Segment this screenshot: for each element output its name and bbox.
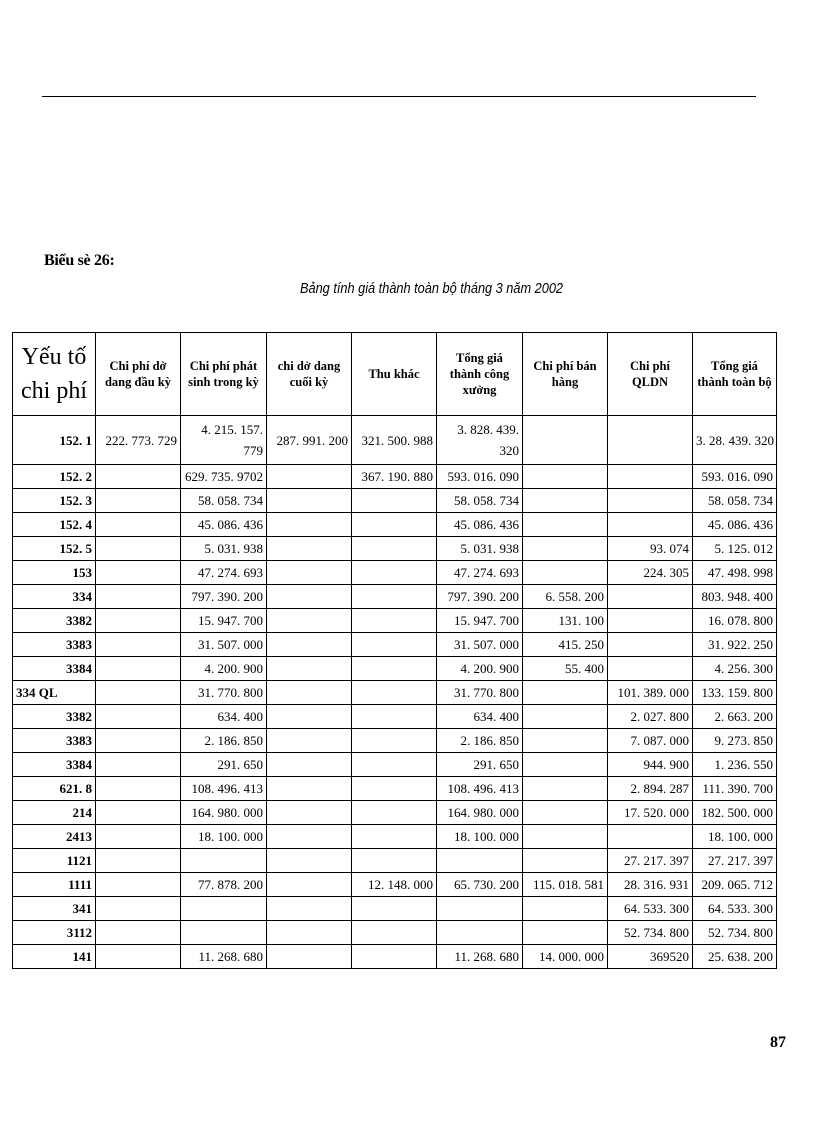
value-cell: 55. 400 xyxy=(523,657,608,681)
value-cell: 18. 100. 000 xyxy=(693,825,777,849)
page-number: 87 xyxy=(770,1034,786,1051)
cost-code-cell: 3384 xyxy=(13,753,96,777)
value-cell xyxy=(96,489,181,513)
value-cell: 108. 496. 413 xyxy=(181,777,267,801)
value-cell: 5. 031. 938 xyxy=(181,537,267,561)
value-cell xyxy=(96,945,181,969)
value-cell: 369520 xyxy=(608,945,693,969)
value-cell xyxy=(181,849,267,873)
value-cell xyxy=(96,849,181,873)
value-cell: 415. 250 xyxy=(523,633,608,657)
table-row xyxy=(13,849,777,873)
value-cell xyxy=(267,657,352,681)
value-cell xyxy=(267,849,352,873)
value-cell: 115. 018. 581 xyxy=(523,873,608,897)
value-cell xyxy=(267,633,352,657)
cost-code-cell: 3384 xyxy=(13,657,96,681)
value-cell xyxy=(352,561,437,585)
value-cell xyxy=(96,633,181,657)
cost-code-cell: 141 xyxy=(13,945,96,969)
value-cell: 797. 390. 200 xyxy=(181,585,267,609)
value-cell xyxy=(96,873,181,897)
value-cell xyxy=(437,849,523,873)
table-row xyxy=(13,633,777,657)
table-row xyxy=(13,897,777,921)
cost-code-cell: 1121 xyxy=(13,849,96,873)
value-cell: 58. 058. 734 xyxy=(437,489,523,513)
cost-code-cell: 152. 1 xyxy=(13,416,96,465)
table-row xyxy=(13,777,777,801)
value-cell xyxy=(352,729,437,753)
value-cell xyxy=(523,489,608,513)
value-cell xyxy=(181,897,267,921)
value-cell xyxy=(267,729,352,753)
value-cell: 634. 400 xyxy=(437,705,523,729)
value-cell: 4. 215. 157. 779 xyxy=(181,416,267,465)
cost-table xyxy=(12,332,777,969)
value-cell xyxy=(608,585,693,609)
value-cell: 2. 186. 850 xyxy=(181,729,267,753)
value-cell xyxy=(96,729,181,753)
value-cell: 45. 086. 436 xyxy=(437,513,523,537)
value-cell: 45. 086. 436 xyxy=(693,513,777,537)
value-cell xyxy=(523,537,608,561)
value-cell xyxy=(267,681,352,705)
value-cell: 31. 507. 000 xyxy=(181,633,267,657)
value-cell: 52. 734. 800 xyxy=(693,921,777,945)
value-cell xyxy=(523,416,608,465)
table-row xyxy=(13,801,777,825)
value-cell xyxy=(523,849,608,873)
value-cell xyxy=(352,921,437,945)
value-cell xyxy=(267,609,352,633)
value-cell: 18. 100. 000 xyxy=(181,825,267,849)
value-cell xyxy=(267,945,352,969)
value-cell: 9. 273. 850 xyxy=(693,729,777,753)
value-cell xyxy=(267,825,352,849)
table-row xyxy=(13,489,777,513)
value-cell xyxy=(352,897,437,921)
value-cell xyxy=(523,729,608,753)
value-cell xyxy=(352,609,437,633)
value-cell xyxy=(181,921,267,945)
value-cell: 291. 650 xyxy=(181,753,267,777)
value-cell xyxy=(267,897,352,921)
value-cell: 65. 730. 200 xyxy=(437,873,523,897)
value-cell: 15. 947. 700 xyxy=(437,609,523,633)
value-cell xyxy=(523,705,608,729)
value-cell: 16. 078. 800 xyxy=(693,609,777,633)
value-cell xyxy=(96,705,181,729)
value-cell xyxy=(523,897,608,921)
value-cell: 2. 186. 850 xyxy=(437,729,523,753)
value-cell: 287. 991. 200 xyxy=(267,416,352,465)
value-cell: 31. 922. 250 xyxy=(693,633,777,657)
value-cell xyxy=(523,513,608,537)
top-rule xyxy=(42,96,756,97)
table-row xyxy=(13,416,777,465)
value-cell xyxy=(96,681,181,705)
value-cell xyxy=(267,777,352,801)
value-cell: 3. 28. 439. 320 xyxy=(693,416,777,465)
value-cell xyxy=(267,705,352,729)
value-cell: 797. 390. 200 xyxy=(437,585,523,609)
value-cell: 15. 947. 700 xyxy=(181,609,267,633)
value-cell: 944. 900 xyxy=(608,753,693,777)
table-row xyxy=(13,681,777,705)
cost-code-cell: 621. 8 xyxy=(13,777,96,801)
value-cell xyxy=(352,849,437,873)
value-cell: 164. 980. 000 xyxy=(181,801,267,825)
table-row xyxy=(13,825,777,849)
header-cell: Yếu tố chi phí xyxy=(13,333,96,416)
value-cell xyxy=(523,921,608,945)
value-cell xyxy=(96,897,181,921)
table-row xyxy=(13,873,777,897)
value-cell xyxy=(96,921,181,945)
table-row xyxy=(13,945,777,969)
value-cell: 64. 533. 300 xyxy=(693,897,777,921)
value-cell xyxy=(96,513,181,537)
value-cell xyxy=(352,753,437,777)
value-cell: 629. 735. 9702 xyxy=(181,465,267,489)
value-cell: 4. 200. 900 xyxy=(437,657,523,681)
value-cell: 133. 159. 800 xyxy=(693,681,777,705)
value-cell: 14. 000. 000 xyxy=(523,945,608,969)
value-cell xyxy=(608,465,693,489)
value-cell xyxy=(96,753,181,777)
value-cell: 45. 086. 436 xyxy=(181,513,267,537)
value-cell xyxy=(267,801,352,825)
value-cell xyxy=(96,537,181,561)
value-cell xyxy=(96,585,181,609)
value-cell: 58. 058. 734 xyxy=(181,489,267,513)
value-cell xyxy=(437,897,523,921)
table-row xyxy=(13,465,777,489)
value-cell: 224. 305 xyxy=(608,561,693,585)
value-cell xyxy=(352,513,437,537)
table-body xyxy=(13,416,777,969)
value-cell: 93. 074 xyxy=(608,537,693,561)
value-cell xyxy=(352,489,437,513)
cost-code-cell: 3382 xyxy=(13,609,96,633)
cost-code-cell: 153 xyxy=(13,561,96,585)
value-cell xyxy=(352,801,437,825)
value-cell xyxy=(523,681,608,705)
value-cell xyxy=(267,561,352,585)
value-cell: 27. 217. 397 xyxy=(693,849,777,873)
cost-code-cell: 152. 4 xyxy=(13,513,96,537)
cost-code-cell: 334 QL xyxy=(13,681,96,705)
value-cell: 52. 734. 800 xyxy=(608,921,693,945)
value-cell xyxy=(96,561,181,585)
value-cell: 111. 390. 700 xyxy=(693,777,777,801)
cost-code-cell: 334 xyxy=(13,585,96,609)
value-cell xyxy=(96,825,181,849)
table-row xyxy=(13,561,777,585)
document-title: Bảng tính giá thành toàn bộ tháng 3 năm 2002 xyxy=(300,280,564,297)
cost-code-cell: 1111 xyxy=(13,873,96,897)
value-cell xyxy=(267,465,352,489)
table-row xyxy=(13,921,777,945)
table-row xyxy=(13,609,777,633)
value-cell: 101. 389. 000 xyxy=(608,681,693,705)
value-cell xyxy=(267,921,352,945)
table-row xyxy=(13,585,777,609)
value-cell xyxy=(608,609,693,633)
table-row xyxy=(13,537,777,561)
value-cell xyxy=(96,777,181,801)
value-cell: 17. 520. 000 xyxy=(608,801,693,825)
value-cell: 209. 065. 712 xyxy=(693,873,777,897)
value-cell xyxy=(352,945,437,969)
value-cell xyxy=(267,489,352,513)
table-row xyxy=(13,513,777,537)
value-cell: 593. 016. 090 xyxy=(437,465,523,489)
value-cell xyxy=(267,873,352,897)
value-cell xyxy=(352,705,437,729)
value-cell: 47. 498. 998 xyxy=(693,561,777,585)
value-cell: 5. 031. 938 xyxy=(437,537,523,561)
value-cell: 11. 268. 680 xyxy=(181,945,267,969)
value-cell xyxy=(523,825,608,849)
value-cell: 31. 507. 000 xyxy=(437,633,523,657)
value-cell: 634. 400 xyxy=(181,705,267,729)
value-cell: 4. 200. 900 xyxy=(181,657,267,681)
value-cell: 2. 027. 800 xyxy=(608,705,693,729)
value-cell: 28. 316. 931 xyxy=(608,873,693,897)
value-cell xyxy=(608,657,693,681)
value-cell: 291. 650 xyxy=(437,753,523,777)
value-cell xyxy=(352,537,437,561)
value-cell: 593. 016. 090 xyxy=(693,465,777,489)
value-cell: 222. 773. 729 xyxy=(96,416,181,465)
value-cell: 31. 770. 800 xyxy=(181,681,267,705)
value-cell: 25. 638. 200 xyxy=(693,945,777,969)
value-cell xyxy=(96,801,181,825)
header-cell: Chi phí bán hàng xyxy=(523,333,608,416)
cost-code-cell: 2413 xyxy=(13,825,96,849)
value-cell: 803. 948. 400 xyxy=(693,585,777,609)
header-cell: Chi phí phát sinh trong kỳ xyxy=(181,333,267,416)
table-row xyxy=(13,729,777,753)
value-cell xyxy=(523,777,608,801)
value-cell xyxy=(608,513,693,537)
value-cell: 47. 274. 693 xyxy=(437,561,523,585)
table-row xyxy=(13,657,777,681)
value-cell: 182. 500. 000 xyxy=(693,801,777,825)
cost-code-cell: 341 xyxy=(13,897,96,921)
value-cell xyxy=(352,633,437,657)
value-cell xyxy=(267,513,352,537)
value-cell: 27. 217. 397 xyxy=(608,849,693,873)
value-cell: 58. 058. 734 xyxy=(693,489,777,513)
cost-code-cell: 214 xyxy=(13,801,96,825)
value-cell: 108. 496. 413 xyxy=(437,777,523,801)
value-cell xyxy=(96,465,181,489)
value-cell: 77. 878. 200 xyxy=(181,873,267,897)
value-cell xyxy=(608,416,693,465)
value-cell xyxy=(267,585,352,609)
header-cell: Tổng giá thành toàn bộ xyxy=(693,333,777,416)
header-cell: Chi phí dở dang đầu kỳ xyxy=(96,333,181,416)
table-row xyxy=(13,753,777,777)
value-cell: 7. 087. 000 xyxy=(608,729,693,753)
value-cell: 64. 533. 300 xyxy=(608,897,693,921)
header-cell: Tổng giá thành công xưởng xyxy=(437,333,523,416)
value-cell: 18. 100. 000 xyxy=(437,825,523,849)
value-cell: 131. 100 xyxy=(523,609,608,633)
value-cell xyxy=(608,825,693,849)
value-cell: 6. 558. 200 xyxy=(523,585,608,609)
value-cell xyxy=(96,657,181,681)
value-cell: 3. 828. 439. 320 xyxy=(437,416,523,465)
value-cell: 2. 663. 200 xyxy=(693,705,777,729)
value-cell: 1. 236. 550 xyxy=(693,753,777,777)
cost-code-cell: 3112 xyxy=(13,921,96,945)
value-cell xyxy=(608,489,693,513)
value-cell xyxy=(608,633,693,657)
cost-code-cell: 3382 xyxy=(13,705,96,729)
value-cell: 321. 500. 988 xyxy=(352,416,437,465)
value-cell xyxy=(352,825,437,849)
value-cell xyxy=(352,585,437,609)
value-cell xyxy=(523,801,608,825)
value-cell: 47. 274. 693 xyxy=(181,561,267,585)
header-cell: Chi phí QLDN xyxy=(608,333,693,416)
value-cell: 11. 268. 680 xyxy=(437,945,523,969)
table-row xyxy=(13,705,777,729)
value-cell: 31. 770. 800 xyxy=(437,681,523,705)
value-cell xyxy=(523,753,608,777)
cost-code-cell: 152. 5 xyxy=(13,537,96,561)
value-cell xyxy=(96,609,181,633)
value-cell xyxy=(437,921,523,945)
cost-code-cell: 3383 xyxy=(13,633,96,657)
value-cell: 164. 980. 000 xyxy=(437,801,523,825)
value-cell xyxy=(352,681,437,705)
header-cell: Thu khác xyxy=(352,333,437,416)
value-cell xyxy=(523,561,608,585)
value-cell: 367. 190. 880 xyxy=(352,465,437,489)
value-cell xyxy=(267,537,352,561)
value-cell xyxy=(267,753,352,777)
cost-code-cell: 3383 xyxy=(13,729,96,753)
value-cell xyxy=(352,657,437,681)
value-cell: 4. 256. 300 xyxy=(693,657,777,681)
value-cell xyxy=(523,465,608,489)
value-cell: 12. 148. 000 xyxy=(352,873,437,897)
value-cell: 5. 125. 012 xyxy=(693,537,777,561)
cost-code-cell: 152. 3 xyxy=(13,489,96,513)
header-cell: chi dở dang cuối kỳ xyxy=(267,333,352,416)
header-row xyxy=(13,333,777,416)
value-cell xyxy=(352,777,437,801)
value-cell: 2. 894. 287 xyxy=(608,777,693,801)
cost-code-cell: 152. 2 xyxy=(13,465,96,489)
document-label: Biểu sè 26: xyxy=(44,252,115,269)
